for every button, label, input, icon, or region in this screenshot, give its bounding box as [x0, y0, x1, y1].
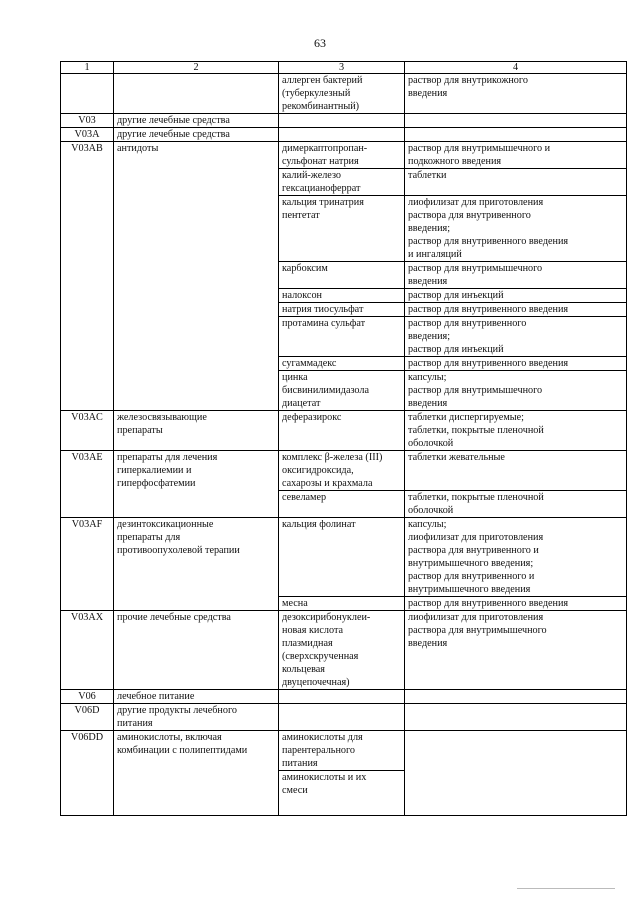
drug-name-cell: аминокислоты для парентерального питания — [279, 731, 405, 771]
drug-name-cell: натрия тиосульфат — [279, 303, 405, 317]
drug-name-cell: дезоксирибонуклеи- новая кислота плазмидная (сверхскрученная кольцевая двуцепочечная) — [279, 611, 405, 690]
dosage-form-cell: капсулы; лиофилизат для приготовления раствора для внутривенного и внутримышечного введения; раствор для внутривенного и внутримышечного введения — [405, 518, 627, 597]
atc-code-cell — [61, 74, 114, 114]
table-row — [61, 128, 627, 142]
drug-name-cell: аллерген бактерий (туберкулезный рекомбинантный) — [279, 74, 405, 114]
drug-table — [60, 61, 627, 816]
group-cell: лечебное питание — [114, 690, 279, 704]
drug-name-cell: деферазирокс — [279, 411, 405, 451]
drug-name-cell: месна — [279, 597, 405, 611]
dosage-form-cell: раствор для внутривенного введения; раствор для инъекций — [405, 317, 627, 357]
atc-code-cell: V03AF — [61, 518, 114, 611]
group-cell: препараты для лечения гиперкалиемии и гиперфосфатемии — [114, 451, 279, 518]
atc-code-cell: V03A — [61, 128, 114, 142]
drug-name-cell: димеркаптопропан- сульфонат натрия — [279, 142, 405, 169]
atc-code-cell: V03AC — [61, 411, 114, 451]
table-row — [61, 611, 627, 690]
table-row — [61, 451, 627, 491]
dosage-form-cell: раствор для инъекций — [405, 289, 627, 303]
dosage-form-cell — [405, 690, 627, 704]
table-row — [61, 142, 627, 169]
table-row — [61, 704, 627, 731]
drug-name-cell — [279, 690, 405, 704]
column-header-code: 1 — [61, 62, 114, 74]
dosage-form-cell: раствор для внутривенного введения — [405, 357, 627, 371]
dosage-form-cell: лиофилизат для приготовления раствора для внутримышечного введения — [405, 611, 627, 690]
table-row — [61, 731, 627, 771]
drug-name-cell: сугаммадекс — [279, 357, 405, 371]
group-cell: аминокислоты, включая комбинации с полипептидами — [114, 731, 279, 816]
drug-name-cell — [279, 704, 405, 731]
dosage-form-cell: таблетки жевательные — [405, 451, 627, 491]
dosage-form-cell: раствор для внутримышечного введения — [405, 262, 627, 289]
column-header-group: 2 — [114, 62, 279, 74]
atc-code-cell: V03 — [61, 114, 114, 128]
footer-rule — [517, 888, 615, 889]
dosage-form-cell: таблетки — [405, 169, 627, 196]
dosage-form-cell: таблетки диспергируемые; таблетки, покрытые пленочной оболочкой — [405, 411, 627, 451]
group-cell: другие лечебные средства — [114, 114, 279, 128]
dosage-form-cell: лиофилизат для приготовления раствора для внутривенного введения; раствор для внутривенного введения и ингаляций — [405, 196, 627, 262]
table-row — [61, 518, 627, 597]
atc-code-cell: V03AE — [61, 451, 114, 518]
column-header-form: 4 — [405, 62, 627, 74]
drug-name-cell: аминокислоты и их смеси — [279, 771, 405, 816]
group-cell: дезинтоксикационные препараты для противоопухолевой терапии — [114, 518, 279, 611]
drug-name-cell: калий-железо гексацианоферрат — [279, 169, 405, 196]
column-header-drug: 3 — [279, 62, 405, 74]
drug-name-cell: кальция тринатрия пентетат — [279, 196, 405, 262]
dosage-form-cell: капсулы; раствор для внутримышечного введения — [405, 371, 627, 411]
drug-name-cell: севеламер — [279, 491, 405, 518]
drug-name-cell: комплекс β-железа (III) оксигидроксида, сахарозы и крахмала — [279, 451, 405, 491]
page-number: 63 — [314, 36, 326, 50]
table-row — [61, 411, 627, 451]
drug-name-cell: кальция фолинат — [279, 518, 405, 597]
dosage-form-cell — [405, 731, 627, 816]
atc-code-cell: V06D — [61, 704, 114, 731]
dosage-form-cell — [405, 704, 627, 731]
drug-name-cell: протамина сульфат — [279, 317, 405, 357]
drug-name-cell — [279, 114, 405, 128]
group-cell: железосвязывающие препараты — [114, 411, 279, 451]
group-cell: другие продукты лечебного питания — [114, 704, 279, 731]
atc-code-cell: V06 — [61, 690, 114, 704]
table-row — [61, 74, 627, 114]
group-cell: другие лечебные средства — [114, 128, 279, 142]
drug-name-cell — [279, 128, 405, 142]
table-row — [61, 690, 627, 704]
dosage-form-cell: раствор для внутривенного введения — [405, 597, 627, 611]
dosage-form-cell: раствор для внутримышечного и подкожного введения — [405, 142, 627, 169]
group-cell: прочие лечебные средства — [114, 611, 279, 690]
atc-code-cell: V03AB — [61, 142, 114, 411]
dosage-form-cell — [405, 128, 627, 142]
group-cell: антидоты — [114, 142, 279, 411]
atc-code-cell: V03AX — [61, 611, 114, 690]
table-row — [61, 114, 627, 128]
dosage-form-cell — [405, 114, 627, 128]
atc-code-cell: V06DD — [61, 731, 114, 816]
table-header-row — [61, 62, 627, 74]
drug-name-cell: цинка бисвинилимидазола диацетат — [279, 371, 405, 411]
dosage-form-cell: раствор для внутрикожного введения — [405, 74, 627, 114]
group-cell — [114, 74, 279, 114]
drug-name-cell: налоксон — [279, 289, 405, 303]
dosage-form-cell: таблетки, покрытые пленочной оболочкой — [405, 491, 627, 518]
drug-name-cell: карбоксим — [279, 262, 405, 289]
dosage-form-cell: раствор для внутривенного введения — [405, 303, 627, 317]
